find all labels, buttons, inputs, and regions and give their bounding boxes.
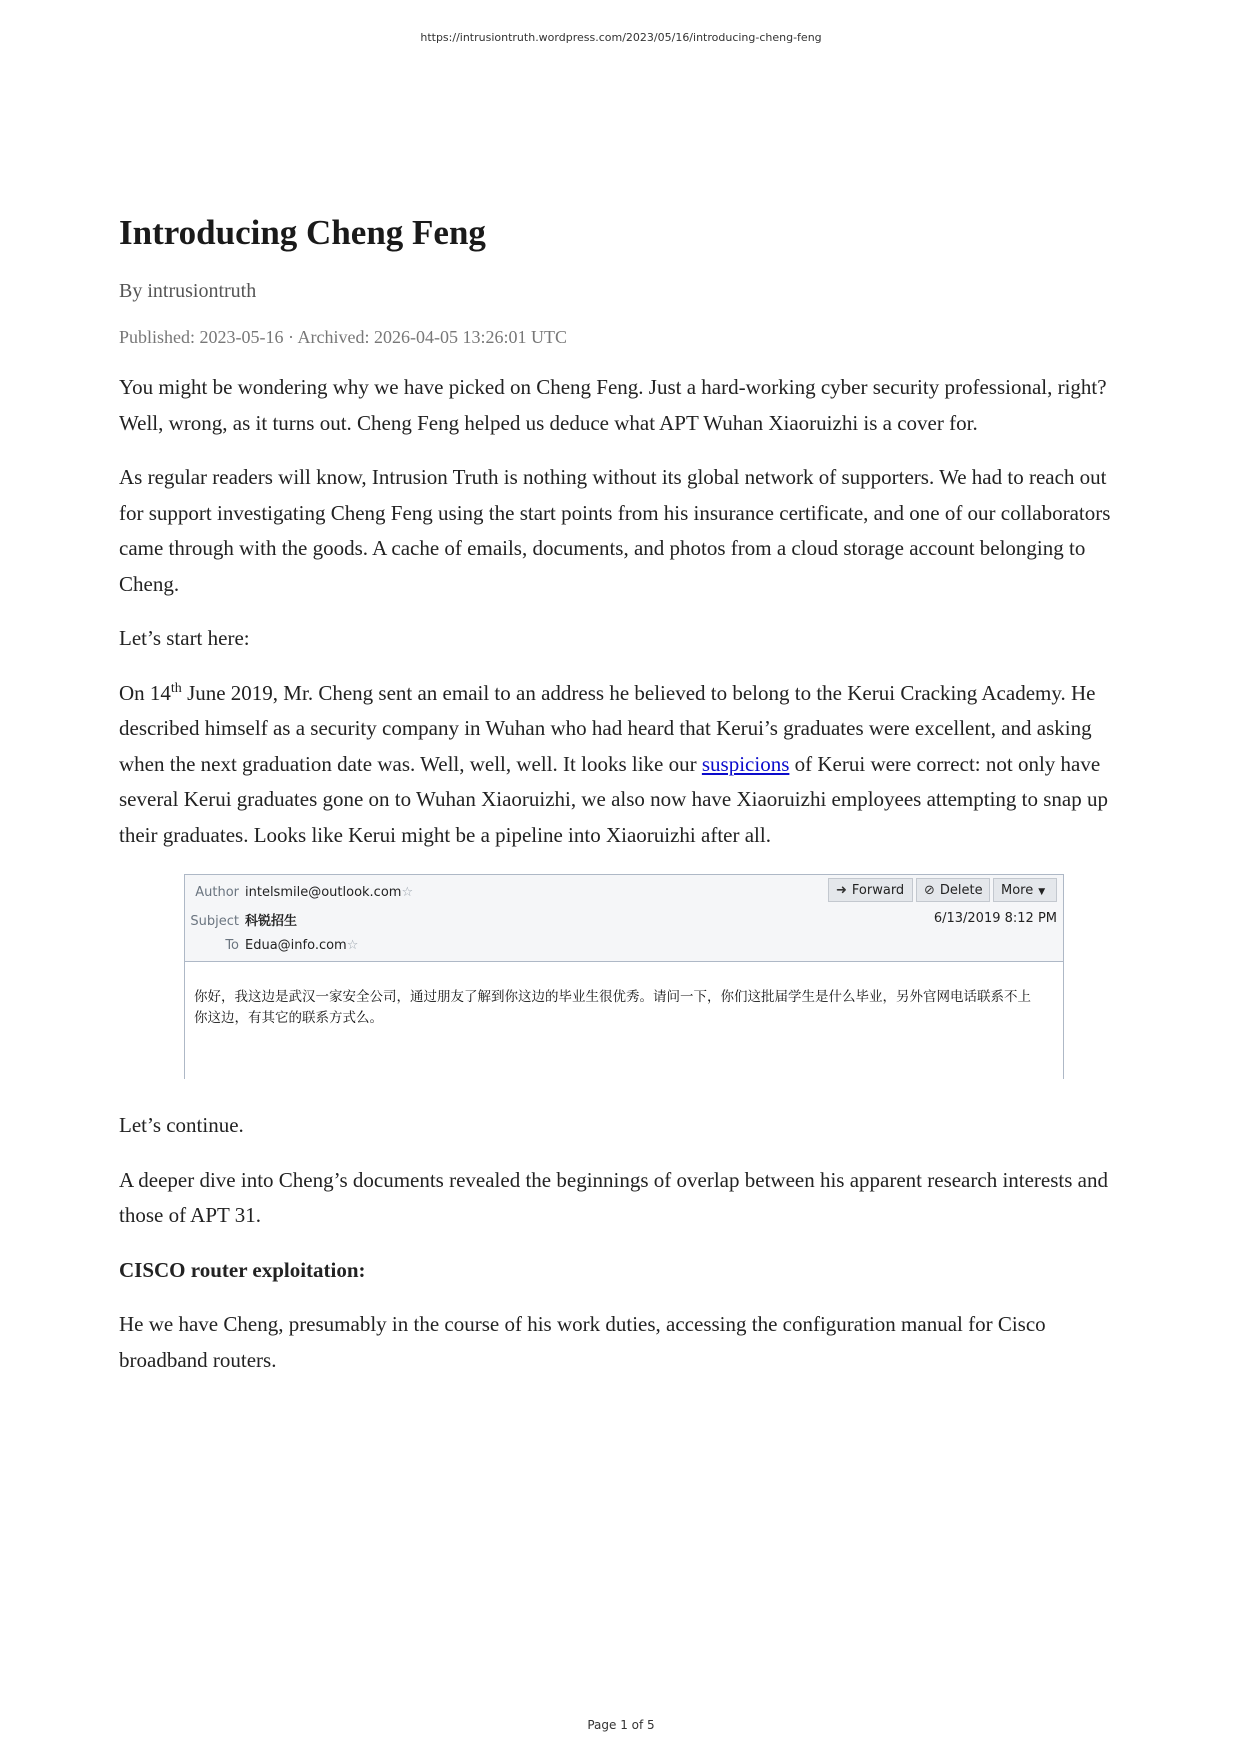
- email-author-row: [185, 885, 413, 900]
- paragraph-4-part-a: On 14: [119, 680, 171, 705]
- star-icon: ☆: [346, 938, 359, 953]
- page-number: Page 1 of 5: [587, 1718, 655, 1732]
- author-address: intelsmile@outlook.com: [245, 885, 402, 900]
- paragraph-3: Let’s start here:: [119, 626, 250, 650]
- paragraph-4: [119, 676, 1119, 854]
- section-heading: CISCO router exploitation:: [119, 1257, 366, 1282]
- author-label: Author: [195, 885, 239, 900]
- article-byline: By intrusiontruth: [119, 280, 257, 302]
- paragraph-6: A deeper dive into Cheng’s documents revealed the beginnings of overlap between his apparent research interests and those of APT 31.: [119, 1167, 1108, 1227]
- email-subject: 科锐招生: [245, 914, 298, 929]
- ordinal-suffix: th: [170, 680, 182, 696]
- forward-arrow-icon: ➜: [836, 883, 847, 898]
- email-subject-row: [185, 910, 297, 929]
- subject-label: Subject: [190, 914, 239, 929]
- forward-button[interactable]: ➜ Forward: [828, 878, 913, 902]
- no-entry-icon: ⊘: [924, 883, 935, 898]
- page-url-header: https://intrusiontruth.wordpress.com/2023/05/16/introducing-cheng-feng: [420, 31, 822, 44]
- email-body: 你好，我这边是武汉一家安全公司，通过朋友了解到你这边的毕业生很优秀。请问一下，你们这批届学生是什么毕业，另外官网电话联系不上你这边，有其它的联系方式么。: [194, 989, 1031, 1026]
- paragraph-4-part-b: June 2019, Mr. Cheng sent an email to an address he believed to belong to the Kerui Cracking Academy. He described himself as a security company in Wuhan who had heard that Kerui’s graduates were excellent, and asking when the next graduation date was. Well, well, well. It looks like our: [119, 680, 1096, 776]
- to-address: Edua@info.com: [245, 938, 347, 953]
- email-to-row: [185, 938, 358, 953]
- paragraph-1: You might be wondering why we have picked on Cheng Feng. Just a hard-working cyber security professional, right? Well, wrong, as it turns out. Cheng Feng helped us deduce what APT Wuhan Xiaoruizhi is a cover for.: [119, 375, 1107, 435]
- article: [119, 210, 1119, 1378]
- article-title: Introducing Cheng Feng: [119, 213, 486, 252]
- caret-down-icon: ▼: [1038, 887, 1046, 897]
- paragraph-4-part-c: of Kerui were correct: not only have several Kerui graduates gone on to Wuhan Xiaoruizhi, we also now have Xiaoruizhi employees attempting to snap up their graduates. Looks like Kerui might be a pipeline into Xiaoruizhi after all.: [119, 751, 1108, 847]
- article-meta: Published: 2023-05-16 · Archived: 2026-04-05 13:26:01 UTC: [119, 327, 567, 347]
- paragraph-5: Let’s continue.: [119, 1113, 244, 1137]
- email-screenshot: [184, 874, 1064, 1079]
- suspicions-link[interactable]: suspicions: [701, 751, 790, 776]
- email-date: 6/13/2019 8:12 PM: [933, 911, 1057, 926]
- paragraph-2: As regular readers will know, Intrusion Truth is nothing without its global network of supporters. We had to reach out for support investigating Cheng Feng using the start points from his insurance certificate, and one of our collaborators came through with the goods. A cache of emails, documents, and photos from a cloud storage account belonging to Cheng.: [119, 465, 1111, 596]
- email-header: [185, 875, 1063, 962]
- star-icon: ☆: [401, 885, 414, 900]
- more-button[interactable]: More ▼: [993, 878, 1057, 902]
- paragraph-7: He we have Cheng, presumably in the course of his work duties, accessing the configuration manual for Cisco broadband routers.: [119, 1312, 1046, 1372]
- delete-button[interactable]: ⊘ Delete: [916, 878, 990, 902]
- to-label: To: [225, 938, 239, 953]
